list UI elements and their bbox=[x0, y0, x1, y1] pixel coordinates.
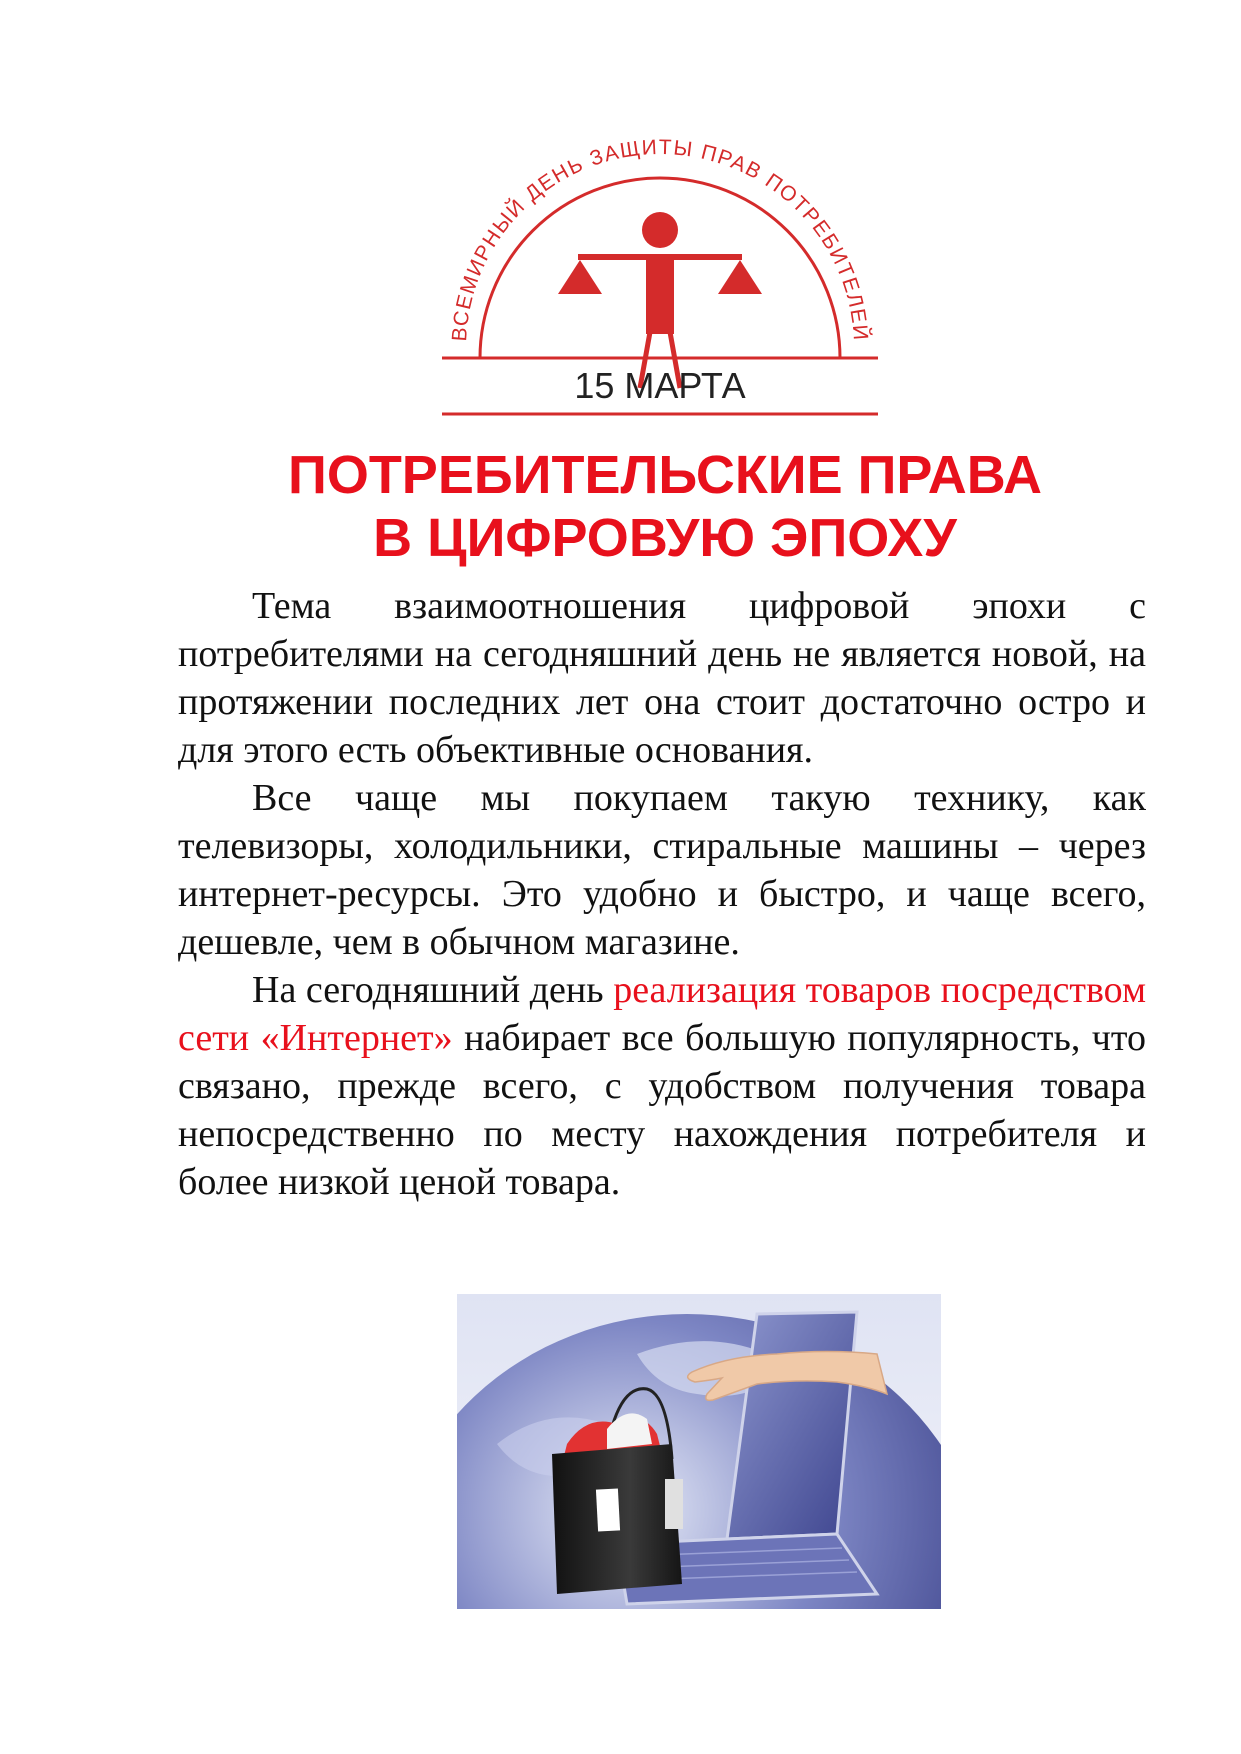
article-body bbox=[178, 582, 1146, 1206]
consumer-rights-day-logo bbox=[430, 118, 890, 418]
title-line-2: В ЦИФРОВУЮ ЭПОХУ bbox=[373, 508, 957, 568]
right-scale-icon bbox=[718, 260, 762, 294]
online-shopping-illustration bbox=[457, 1294, 941, 1609]
bag-tag bbox=[665, 1479, 683, 1529]
paragraph-3-end: набирает все большую популярность, что связано, прежде всего, с удобством получения товара непосредственно по месту нахождения потребителя и более низкой ценой товара. bbox=[178, 1017, 1146, 1203]
logo-svg bbox=[430, 118, 890, 418]
illustration-svg bbox=[457, 1294, 941, 1609]
page-title bbox=[175, 444, 1155, 570]
paragraph-3 bbox=[178, 966, 1146, 1206]
left-scale-icon bbox=[558, 260, 602, 294]
bag-label bbox=[596, 1488, 620, 1531]
paragraph-2: Все чаще мы покупаем такую технику, как телевизоры, холодильники, стиральные машины – через интернет-ресурсы. Это удобно и быстро, и чаще всего, дешевле, чем в обычном магазине. bbox=[178, 777, 1146, 963]
paragraph-3-start: На сегодняшний день bbox=[252, 969, 614, 1011]
title-line-1: ПОТРЕБИТЕЛЬСКИЕ ПРАВА bbox=[288, 445, 1042, 505]
paragraph-3-highlight: реализация товаров посредством сети «Интернет» bbox=[178, 969, 1146, 1059]
paragraph-1: Тема взаимоотношения цифровой эпохи с потребителями на сегодняшний день не является новой, на протяжении последних лет она стоит достаточно остро и для этого есть объективные основания. bbox=[178, 585, 1146, 771]
logo-arc-text: ВСЕМИРНЫЙ ДЕНЬ ЗАЩИТЫ ПРАВ ПОТРЕБИТЕЛЕЙ bbox=[448, 135, 873, 343]
figure-torso bbox=[646, 254, 674, 334]
figure-head-icon bbox=[642, 212, 678, 248]
logo-date: 15 МАРТА bbox=[574, 365, 746, 406]
